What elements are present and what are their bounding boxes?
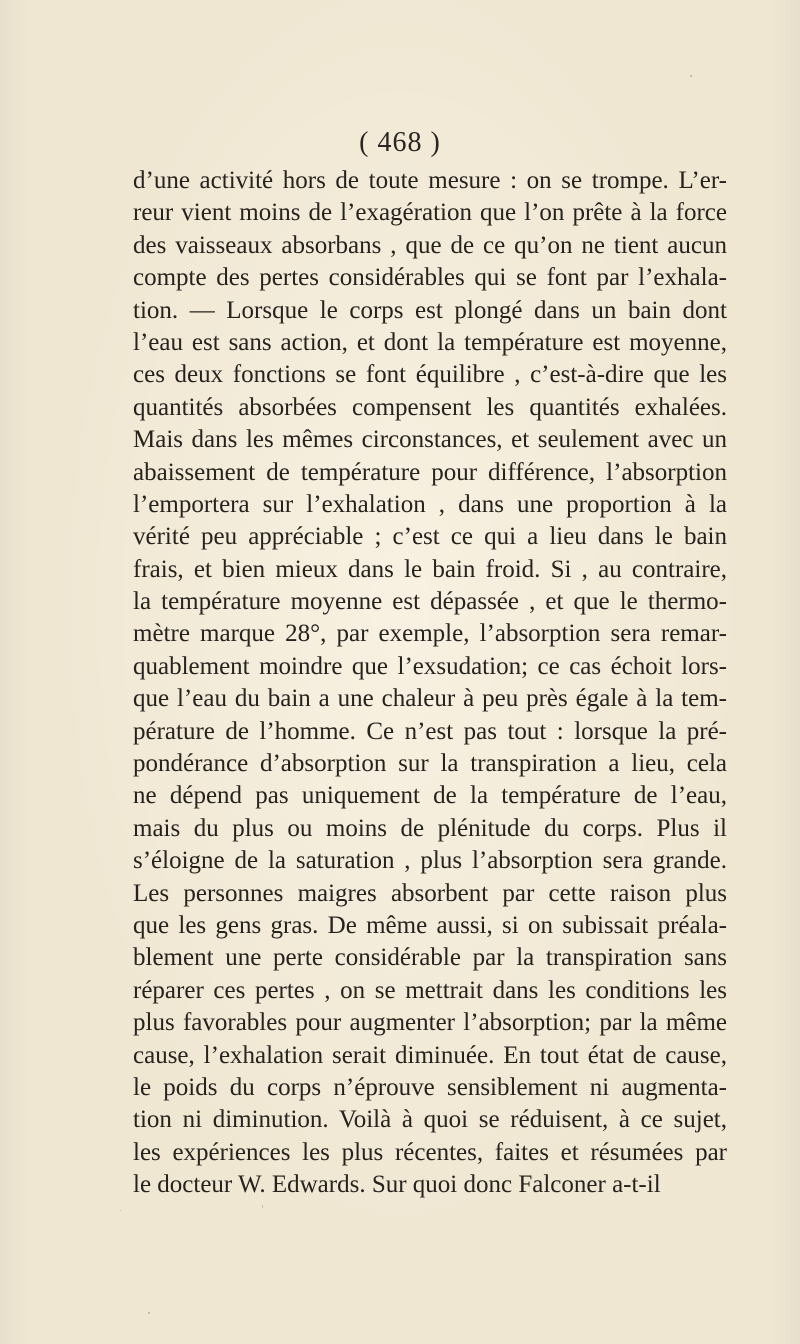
text-line: compte des pertes considérables qui se font par l’exhala- xyxy=(133,264,727,292)
text-line: ces deux fonctions se font équilibre , c’est-à-dire que les xyxy=(133,361,727,389)
text-line: tion. — Lorsque le corps est plongé dans un bain dont xyxy=(133,296,727,324)
text-line: quantités absorbées compensent les quantités exhalées. xyxy=(133,393,727,421)
text-line: mais du plus ou moins de plénitude du corps. Plus il xyxy=(133,814,727,842)
text-line: mètre marque 28°, par exemple, l’absorption sera remar- xyxy=(133,620,727,648)
text-line: frais, et bien mieux dans le bain froid. Si , au contraire, xyxy=(133,555,727,583)
text-line: des vaisseaux absorbans , que de ce qu’on ne tient aucun xyxy=(133,231,727,259)
text-line: l’emportera sur l’exhalation , dans une proportion à la xyxy=(133,490,727,518)
paper-speck xyxy=(120,1210,121,1211)
text-line: vérité peu appréciable ; c’est ce qui a lieu dans le bain xyxy=(133,523,727,551)
text-line: les expériences les plus récentes, faites et résumées par xyxy=(133,1138,727,1166)
text-line: pondérance d’absorption sur la transpiration a lieu, cela xyxy=(133,750,727,778)
paper-speck xyxy=(262,1205,263,1208)
text-line: l’eau est sans action, et dont la température est moyenne, xyxy=(133,328,727,356)
text-line: que les gens gras. De même aussi, si on subissait préala- xyxy=(133,911,727,939)
text-line: blement une perte considérable par la transpiration sans xyxy=(133,944,727,972)
text-line: plus favorables pour augmenter l’absorption; par la même xyxy=(133,1009,727,1037)
text-line: Mais dans les mêmes circonstances, et seulement avec un xyxy=(133,426,727,454)
text-line: tion ni diminution. Voilà à quoi se réduisent, à ce sujet, xyxy=(133,1106,727,1134)
page-number: ( 468 ) xyxy=(359,127,441,158)
text-line: que l’eau du bain a une chaleur à peu près égale à la tem- xyxy=(133,685,727,713)
text-line: abaissement de température pour différence, l’absorption xyxy=(133,458,727,486)
text-line: quablement moindre que l’exsudation; ce cas échoit lors- xyxy=(133,652,727,680)
paper-speck xyxy=(690,75,692,77)
text-line: la température moyenne est dépassée , et que le thermo- xyxy=(133,588,727,616)
text-line: Les personnes maigres absorbent par cette raison plus xyxy=(133,879,727,907)
text-line: ne dépend pas uniquement de la température de l’eau, xyxy=(133,782,727,810)
text-line: le docteur W. Edwards. Sur quoi donc Falconer a-t-il xyxy=(133,1171,661,1199)
text-line: s’éloigne de la saturation , plus l’absorption sera grande. xyxy=(133,847,727,875)
text-line: reur vient moins de l’exagération que l’on prête à la force xyxy=(133,199,727,227)
text-line: le poids du corps n’éprouve sensiblement ni augmenta- xyxy=(133,1073,727,1101)
text-line: pérature de l’homme. Ce n’est pas tout : lorsque la pré- xyxy=(133,717,727,745)
text-line: cause, l’exhalation serait diminuée. En tout état de cause, xyxy=(133,1041,727,1069)
text-line: d’une activité hors de toute mesure : on se trompe. L’er- xyxy=(133,167,727,194)
body-text xyxy=(133,165,727,1202)
paper-speck xyxy=(148,1312,150,1314)
text-line: réparer ces pertes , on se mettrait dans les conditions les xyxy=(133,976,727,1004)
